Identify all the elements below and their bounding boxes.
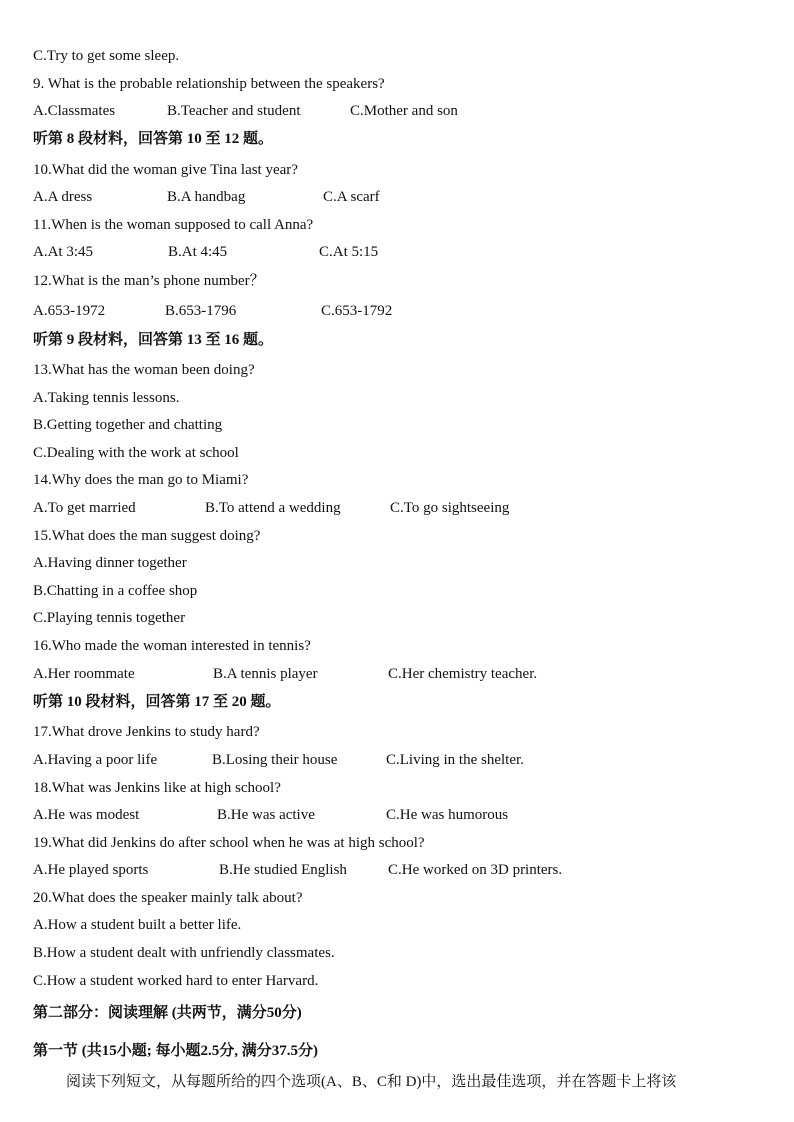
question-15-option-a: A.Having dinner together <box>33 555 187 571</box>
option-a: A.Classmates <box>33 103 116 119</box>
q8-option-c: C.Try to get some sleep. <box>33 48 180 64</box>
question-12: 12.What is the man’s phone number？ <box>33 273 265 289</box>
question-20: 20.What does the speaker mainly talk about? <box>33 890 303 906</box>
option-a: A.653-1972 <box>33 303 106 319</box>
question-20-option-b: B.How a student dealt with unfriendly classmates. <box>33 945 335 961</box>
question-10: 10.What did the woman give Tina last year? <box>33 162 298 178</box>
option-c: C.Her chemistry teacher. <box>388 666 538 682</box>
option-a: A.Her roommate <box>33 666 135 682</box>
section-heading-8: 听第 8 段材料，回答第 10 至 12 题。 <box>33 131 274 147</box>
question-11: 11.When is the woman supposed to call Anna? <box>33 217 314 233</box>
option-a: A.He played sports <box>33 862 149 878</box>
question-20-option-c: C.How a student worked hard to enter Harvard. <box>33 973 319 989</box>
question-19: 19.What did Jenkins do after school when he was at high school? <box>33 835 425 851</box>
option-b: B.A tennis player <box>213 666 318 682</box>
question-15: 15.What does the man suggest doing? <box>33 528 261 544</box>
part-2-heading: 第二部分：阅读理解 (共两节，满分50分) <box>33 1005 302 1021</box>
option-c: C.653-1792 <box>321 303 393 319</box>
question-15-option-c: C.Playing tennis together <box>33 610 186 626</box>
question-17: 17.What drove Jenkins to study hard? <box>33 724 260 740</box>
question-13-option-b: B.Getting together and chatting <box>33 417 223 433</box>
question-20-option-a: A.How a student built a better life. <box>33 917 242 933</box>
question-15-option-b: B.Chatting in a coffee shop <box>33 583 198 599</box>
option-b: B.Losing their house <box>212 752 338 768</box>
option-c: C.He worked on 3D printers. <box>388 862 563 878</box>
option-c: C.At 5:15 <box>319 244 379 260</box>
option-a: A.Having a poor life <box>33 752 158 768</box>
question-14: 14.Why does the man go to Miami? <box>33 472 249 488</box>
option-b: B.He was active <box>217 807 315 823</box>
option-c: C.Mother and son <box>350 103 458 119</box>
option-b: B.A handbag <box>167 189 246 205</box>
section-1-heading: 第一节 (共15小题; 每小题2.5分, 满分37.5分) <box>33 1043 318 1059</box>
option-c: C.A scarf <box>323 189 380 205</box>
option-b: B.He studied English <box>219 862 347 878</box>
option-a: A.At 3:45 <box>33 244 93 260</box>
section-heading-9: 听第 9 段材料，回答第 13 至 16 题。 <box>33 332 274 348</box>
question-13-option-a: A.Taking tennis lessons. <box>33 390 180 406</box>
option-b: B.At 4:45 <box>168 244 228 260</box>
option-a: A.A dress <box>33 189 93 205</box>
option-c: C.To go sightseeing <box>390 500 510 516</box>
option-b: B.To attend a wedding <box>205 500 341 516</box>
option-a: A.He was modest <box>33 807 140 823</box>
section-heading-10: 听第 10 段材料，回答第 17 至 20 题。 <box>33 694 281 710</box>
option-b: B.Teacher and student <box>167 103 301 119</box>
question-16: 16.Who made the woman interested in tennis? <box>33 638 311 654</box>
question-18: 18.What was Jenkins like at high school? <box>33 780 281 796</box>
question-9: 9. What is the probable relationship between the speakers? <box>33 76 385 92</box>
option-b: B.653-1796 <box>165 303 237 319</box>
option-c: C.He was humorous <box>386 807 509 823</box>
option-c: C.Living in the shelter. <box>386 752 524 768</box>
question-13-option-c: C.Dealing with the work at school <box>33 445 239 461</box>
option-a: A.To get married <box>33 500 136 516</box>
reading-instructions: 阅读下列短文，从每题所给的四个选项(A、B、C和 D)中，选出最佳选项，并在答题卡上将该 <box>66 1074 677 1090</box>
question-13: 13.What has the woman been doing? <box>33 362 255 378</box>
